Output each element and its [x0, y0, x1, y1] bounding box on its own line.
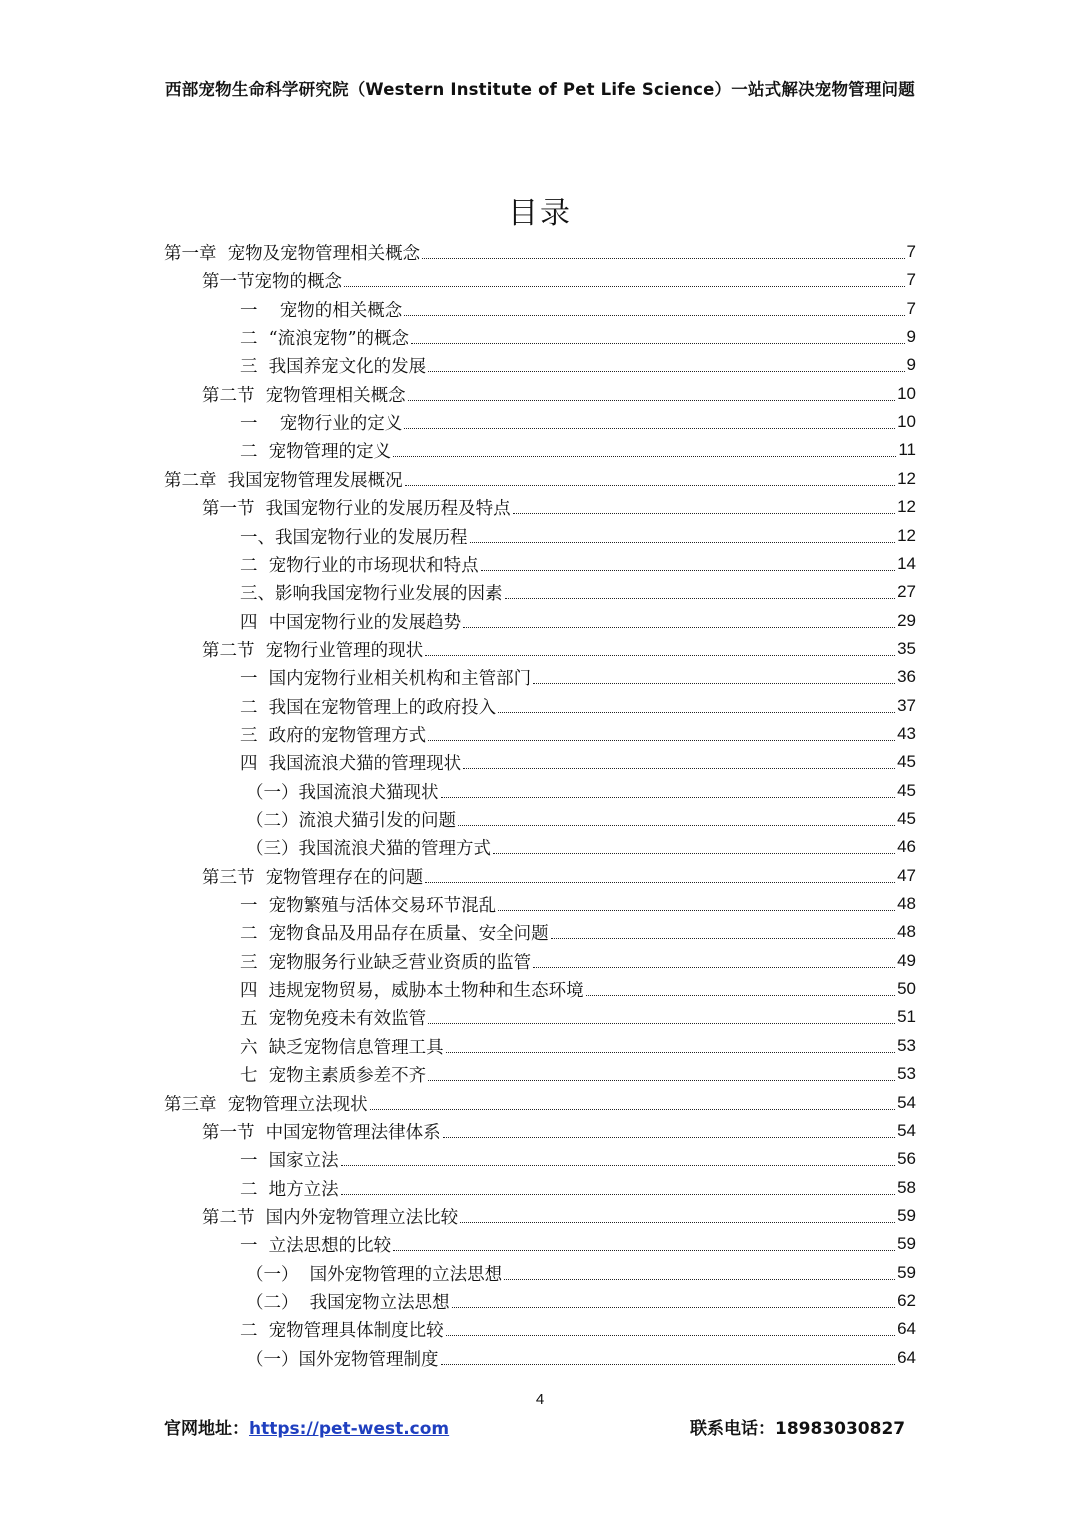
toc-entry[interactable] — [202, 862, 916, 890]
toc-entry[interactable] — [202, 380, 916, 408]
toc-entry[interactable] — [240, 947, 916, 975]
toc-leader-dots — [493, 853, 895, 854]
toc-entry-label: 第三节 宠物管理存在的问题 — [202, 867, 424, 888]
website-label: 官网地址： — [164, 1419, 249, 1439]
toc-entry-page: 48 — [897, 894, 916, 913]
toc-entry-label: 第二节 宠物管理相关概念 — [202, 385, 406, 406]
toc-leader-dots — [446, 1335, 895, 1336]
toc-entry-label: 二 宠物行业的市场现状和特点 — [240, 555, 479, 576]
toc-leader-dots — [425, 655, 895, 656]
toc-entry-page: 9 — [906, 327, 916, 346]
toc-leader-dots — [446, 1052, 895, 1053]
toc-leader-dots — [504, 1279, 895, 1280]
toc-entry-page: 10 — [897, 384, 916, 403]
toc-leader-dots — [463, 768, 895, 769]
toc-entry[interactable] — [240, 323, 916, 351]
phone-label: 联系电话： — [690, 1419, 775, 1439]
toc-entry-label: （二） 我国宠物立法思想 — [246, 1292, 450, 1313]
toc-entry-label: 一 宠物行业的定义 — [240, 413, 403, 434]
toc-entry[interactable] — [240, 890, 916, 918]
toc-entry-page: 62 — [897, 1291, 916, 1310]
toc-entry-label: 四 违规宠物贸易，威胁本土物种和生态环境 — [240, 980, 584, 1001]
toc-entry[interactable] — [240, 1174, 916, 1202]
toc-entry[interactable] — [240, 748, 916, 776]
page-header: 西部宠物生命科学研究院（Western Institute of Pet Life Science）一站式解决宠物管理问题 — [165, 80, 915, 99]
toc-entry[interactable] — [240, 975, 916, 1003]
toc-leader-dots — [393, 1250, 895, 1251]
toc-leader-dots — [463, 627, 895, 628]
toc-leader-dots — [428, 740, 895, 741]
toc-entry-label: 五 宠物免疫未有效监管 — [240, 1008, 427, 1029]
toc-entry-page: 48 — [897, 922, 916, 941]
toc-leader-dots — [404, 315, 904, 316]
toc-entry-page: 49 — [897, 951, 916, 970]
toc-entry-page: 54 — [897, 1093, 916, 1112]
toc-leader-dots — [533, 683, 895, 684]
toc-leader-dots — [341, 1194, 895, 1195]
toc-entry-page: 47 — [897, 866, 916, 885]
toc-entry-page: 14 — [897, 554, 916, 573]
toc-entry-page: 10 — [897, 412, 916, 431]
toc-entry-page: 45 — [897, 752, 916, 771]
toc-entry-label: 二 宠物食品及用品存在质量、安全问题 — [240, 923, 549, 944]
toc-entry-page: 35 — [897, 639, 916, 658]
toc-entry[interactable] — [202, 635, 916, 663]
toc-entry-page: 7 — [906, 299, 916, 318]
toc-entry-label: （二）流浪犬猫引发的问题 — [246, 810, 456, 831]
toc-entry[interactable] — [202, 266, 916, 294]
toc-entry[interactable] — [246, 777, 916, 805]
toc-entry[interactable] — [240, 1032, 916, 1060]
toc-entry-label: （三）我国流浪犬猫的管理方式 — [246, 838, 491, 859]
toc-entry-page: 11 — [898, 440, 916, 459]
toc-entry-page: 45 — [897, 781, 916, 800]
toc-leader-dots — [405, 485, 895, 486]
page-footer — [0, 1414, 1080, 1438]
toc-entry-page: 53 — [897, 1064, 916, 1083]
toc-entry-label: （一） 国外宠物管理的立法思想 — [246, 1264, 503, 1285]
toc-entry[interactable] — [240, 607, 916, 635]
toc-leader-dots — [422, 258, 904, 259]
toc-entry[interactable] — [240, 351, 916, 379]
toc-entry-page: 37 — [897, 696, 916, 715]
toc-entry-label: 第二节 国内外宠物管理立法比较 — [202, 1207, 459, 1228]
toc-leader-dots — [452, 1307, 895, 1308]
toc-entry[interactable] — [202, 1202, 916, 1230]
toc-entry-label: 一 宠物繁殖与活体交易环节混乱 — [240, 895, 497, 916]
toc-leader-dots — [370, 1109, 895, 1110]
toc-entry-label: 二 我国在宠物管理上的政府投入 — [240, 697, 497, 718]
toc-leader-dots — [428, 1080, 895, 1081]
toc-entry-label: 第一节 我国宠物行业的发展历程及特点 — [202, 498, 511, 519]
toc-entry-page: 36 — [897, 667, 916, 686]
toc-entry[interactable] — [202, 1117, 916, 1145]
toc-entry-label: 第二节 宠物行业管理的现状 — [202, 640, 424, 661]
toc-leader-dots — [513, 513, 895, 514]
toc-entry[interactable] — [240, 1003, 916, 1031]
toc-leader-dots — [393, 456, 896, 457]
toc-leader-dots — [470, 542, 896, 543]
toc-leader-dots — [481, 570, 895, 571]
toc-entry-label: 二 地方立法 — [240, 1179, 339, 1200]
toc-entry-label: 二 “流浪宠物”的概念 — [240, 328, 410, 349]
toc-entry[interactable] — [246, 833, 916, 861]
toc-entry-label: 第一节 中国宠物管理法律体系 — [202, 1122, 441, 1143]
toc-entry-label: 一 国家立法 — [240, 1150, 339, 1171]
toc-entry[interactable] — [202, 493, 916, 521]
phone-number: 18983030827 — [775, 1419, 906, 1439]
toc-entry-label: 一 立法思想的比较 — [240, 1235, 392, 1256]
toc-leader-dots — [586, 995, 895, 996]
website-info — [164, 1414, 449, 1439]
page-title: 目录 — [508, 196, 572, 231]
toc-leader-dots — [425, 882, 895, 883]
toc-entry-label: 第一章 宠物及宠物管理相关概念 — [164, 243, 421, 264]
toc-entry-label: 四 我国流浪犬猫的管理现状 — [240, 753, 462, 774]
toc-entry-page: 59 — [897, 1263, 916, 1282]
toc-leader-dots — [344, 286, 905, 287]
toc-leader-dots — [443, 1137, 895, 1138]
toc-entry-page: 27 — [897, 582, 916, 601]
toc-entry-page: 9 — [906, 355, 916, 374]
toc-entry[interactable] — [246, 1344, 916, 1372]
toc-entry-label: 第二章 我国宠物管理发展概况 — [164, 470, 403, 491]
toc-entry[interactable] — [240, 1060, 916, 1088]
toc-entry[interactable] — [164, 238, 916, 266]
toc-entry[interactable] — [240, 1315, 916, 1343]
toc-leader-dots — [460, 1222, 895, 1223]
toc-entry-page: 46 — [897, 837, 916, 856]
toc-entry[interactable] — [240, 578, 916, 606]
toc-leader-dots — [505, 598, 896, 599]
toc-entry-label: 三 我国养宠文化的发展 — [240, 356, 427, 377]
toc-leader-dots — [498, 910, 895, 911]
website-link[interactable]: https://pet-west.com — [249, 1419, 450, 1439]
toc-entry-label: （一）国外宠物管理制度 — [246, 1349, 439, 1370]
toc-entry[interactable] — [246, 1287, 916, 1315]
toc-entry-page: 12 — [897, 526, 916, 545]
toc-entry-label: 一 国内宠物行业相关机构和主管部门 — [240, 668, 532, 689]
toc-entry[interactable] — [240, 918, 916, 946]
toc-entry-page: 12 — [897, 497, 916, 516]
toc-leader-dots — [498, 712, 895, 713]
toc-leader-dots — [441, 1364, 896, 1365]
toc-leader-dots — [458, 825, 895, 826]
toc-leader-dots — [551, 938, 895, 939]
toc-entry[interactable] — [246, 1259, 916, 1287]
toc-entry-label: （一）我国流浪犬猫现状 — [246, 782, 439, 803]
toc-entry[interactable] — [240, 1145, 916, 1173]
toc-entry-page: 45 — [897, 809, 916, 828]
toc-leader-dots — [404, 428, 895, 429]
toc-entry-page: 64 — [897, 1348, 916, 1367]
toc-entry[interactable] — [240, 663, 916, 691]
phone-info — [690, 1414, 905, 1439]
toc-entry-label: 一、我国宠物行业的发展历程 — [240, 527, 468, 548]
toc-entry-page: 54 — [897, 1121, 916, 1140]
toc-entry[interactable] — [240, 692, 916, 720]
toc-entry-page: 64 — [897, 1319, 916, 1338]
toc-leader-dots — [408, 400, 895, 401]
toc-leader-dots — [533, 967, 895, 968]
toc-entry-page: 59 — [897, 1206, 916, 1225]
toc-entry-label: 第三章 宠物管理立法现状 — [164, 1094, 368, 1115]
toc-entry[interactable] — [240, 295, 916, 323]
toc-entry-page: 7 — [906, 270, 916, 289]
toc-entry[interactable] — [240, 550, 916, 578]
toc-leader-dots — [441, 797, 896, 798]
toc-entry[interactable] — [164, 465, 916, 493]
toc-entry-label: 三 宠物服务行业缺乏营业资质的监管 — [240, 952, 532, 973]
toc-entry-page: 12 — [897, 469, 916, 488]
toc-entry-page: 59 — [897, 1234, 916, 1253]
toc-entry-label: 六 缺乏宠物信息管理工具 — [240, 1037, 444, 1058]
toc-entry-label: 第一节宠物的概念 — [202, 271, 342, 292]
toc-entry-label: 二 宠物管理具体制度比较 — [240, 1320, 444, 1341]
toc-entry[interactable] — [240, 522, 916, 550]
toc-entry-label: 二 宠物管理的定义 — [240, 441, 392, 462]
toc-entry-label: 三、影响我国宠物行业发展的因素 — [240, 583, 503, 604]
toc-entry-label: 三 政府的宠物管理方式 — [240, 725, 427, 746]
toc-entry[interactable] — [240, 436, 916, 464]
page-number: 4 — [535, 1391, 545, 1408]
toc-entry-label: 四 中国宠物行业的发展趋势 — [240, 612, 462, 633]
toc-entry[interactable] — [240, 1230, 916, 1258]
toc-leader-dots — [428, 1023, 895, 1024]
toc-leader-dots — [341, 1165, 895, 1166]
toc-entry-page: 29 — [897, 611, 916, 630]
toc-entry-label: 一 宠物的相关概念 — [240, 300, 403, 321]
toc-entry[interactable] — [240, 720, 916, 748]
toc-leader-dots — [428, 371, 904, 372]
toc-entry-label: 七 宠物主素质参差不齐 — [240, 1065, 427, 1086]
toc-leader-dots — [411, 343, 905, 344]
toc-entry[interactable] — [246, 805, 916, 833]
toc-entry[interactable] — [240, 408, 916, 436]
toc-entry-page: 43 — [897, 724, 916, 743]
toc-entry-page: 53 — [897, 1036, 916, 1055]
toc-entry-page: 7 — [906, 242, 916, 261]
toc-entry[interactable] — [164, 1089, 916, 1117]
toc-entry-page: 58 — [897, 1178, 916, 1197]
toc-entry-page: 56 — [897, 1149, 916, 1168]
toc-entry-page: 51 — [897, 1007, 916, 1026]
toc-entry-page: 50 — [897, 979, 916, 998]
